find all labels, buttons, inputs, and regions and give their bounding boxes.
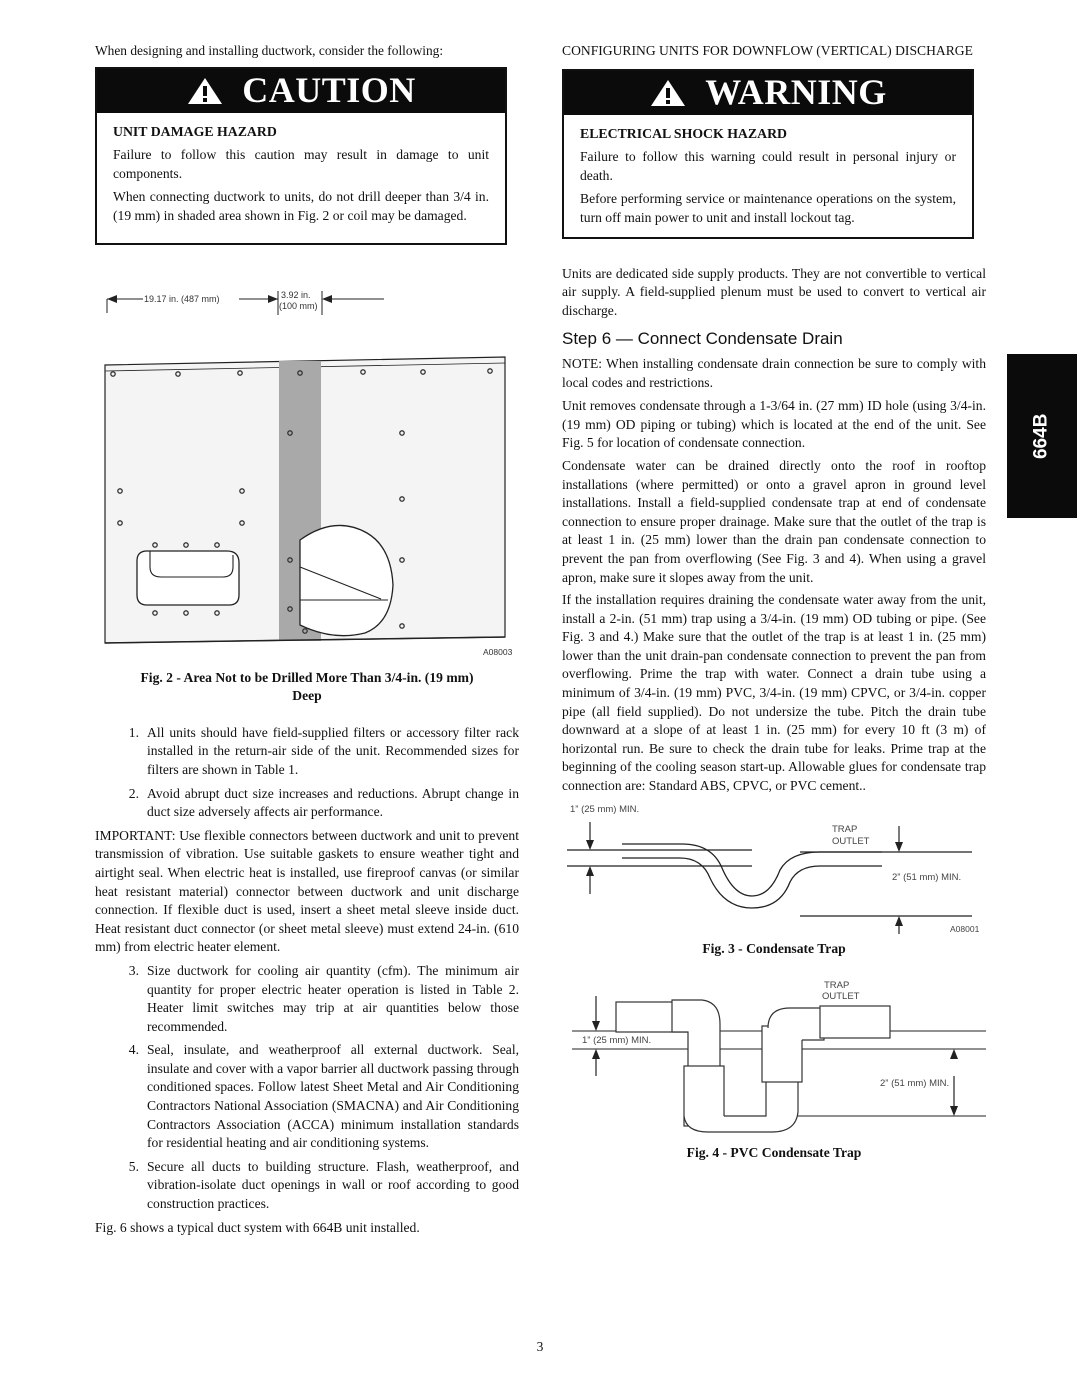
warning-title: ELECTRICAL SHOCK HAZARD: [580, 125, 787, 141]
caution-para2: When connecting ductwork to units, do not drill deeper than 3/4 in. (19 mm) in shaded area shown in Fig. 2 or coil may be damaged.: [113, 189, 489, 223]
fig4-pvc-fittings: [616, 1000, 890, 1132]
step6-heading: Step 6 — Connect Condensate Drain: [562, 329, 843, 349]
caution-body: [97, 113, 505, 235]
caution-header: [97, 69, 505, 113]
note-paragraph: [562, 355, 986, 392]
warning-triangle-icon: [186, 76, 224, 106]
fig4-min2-label: 2” (51 mm) MIN.: [880, 1078, 950, 1090]
fig3-condensate-trap-diagram: [562, 802, 986, 936]
fig2-unit-side-diagram: [95, 285, 519, 663]
ductwork-list-a: [95, 724, 519, 822]
warning-body: [564, 115, 972, 237]
fig4-min1-label: 1” (25 mm) MIN.: [582, 1035, 652, 1047]
warning-box: [562, 69, 974, 239]
condensate-drain-paragraph: Condensate water can be drained directly onto the roof in rooftop installations (where permitted) or onto a gravel apron in ground level installations. Install a field-supplied condensate trap at end of condensate connection to ensure proper drainage. Make sure that the outlet of the trap is at least 1 in. (25 mm) lower than the drain pan condensate connection to prevent the pan from overflowing (See Fig. 3 and 4). When using a gravel apron, make sure it slopes away from the unit.: [562, 457, 986, 585]
important-label: IMPORTANT:: [95, 827, 176, 843]
warning-para1: Failure to follow this warning could result in personal injury or death.: [580, 149, 956, 183]
ductwork-intro: When designing and installing ductwork, consider the following:: [95, 43, 444, 58]
caution-box: [95, 67, 507, 245]
note-label: NOTE:: [562, 355, 603, 371]
fig2-dim-width: 19.17 in. (487 mm): [144, 293, 220, 304]
fig2-dim-shaded-in: 3.92 in.: [281, 289, 311, 300]
fig2-left-opening: [137, 551, 239, 605]
important-text: Use flexible connectors between ductwork and unit to prevent transmission of vibration. Use suitable gaskets to ensure weather tight and airtight seal. When electric heat is installed, use fireproof canvas (or similar heat resistant material) connector between ductwork and unit discharge connection. If flexible duct is used, insert a sheet metal sleeve inside duct. Heat resistant duct connector (or sheet metal sleeve) must extend 24-in. (610 mm) from electric heater element.: [95, 827, 519, 955]
fig3-trap-label: TRAP: [832, 823, 858, 835]
ductwork-list-b: [95, 962, 519, 1214]
warning-word: WARNING: [705, 72, 887, 113]
caution-para1: Failure to follow this caution may result in damage to unit components.: [113, 147, 489, 181]
fig4-pvc-trap-diagram: [562, 966, 986, 1136]
fig4-caption: Fig. 4 - PVC Condensate Trap: [686, 1145, 862, 1161]
model-side-tab-label: 664B: [1030, 413, 1052, 459]
fig2-dim-shaded-mm: (100 mm): [279, 300, 318, 311]
fig6-reference: Fig. 6 shows a typical duct system with 664B unit installed.: [95, 1219, 420, 1235]
warning-header: [564, 71, 972, 115]
page-number: 3: [536, 1339, 544, 1354]
list-item: 4. Seal, insulate, and weatherproof all external ductwork. Seal, insulate and cover with a vapor barrier all ductwork passing through conditioned spaces. Follow latest Sheet Metal and Air Conditioning Contractors National Association (SMACNA) and Air Conditioning Contractors Association (ACCA) minimum installation standards for residential heating and air conditioning systems.: [128, 1042, 519, 1151]
caution-word: CAUTION: [242, 70, 416, 111]
fig3-code: A08001: [950, 923, 980, 934]
important-paragraph: [95, 827, 519, 957]
note-text: When installing condensate drain connection be sure to comply with local codes and restrictions.: [562, 355, 986, 390]
fig3-min2-label: 2” (51 mm) MIN.: [892, 871, 962, 883]
fig2-code: A08003: [483, 646, 513, 657]
left-column: [95, 42, 519, 1237]
fig3-outlet-label: OUTLET: [832, 835, 870, 847]
warning-para2: Before performing service or maintenance operations on the system, turn off main power to unit and install lockout tag.: [580, 191, 956, 225]
fig4-trap-label: TRAP: [824, 980, 850, 992]
fig3-caption: Fig. 3 - Condensate Trap: [702, 940, 846, 956]
dedicated-paragraph: Units are dedicated side supply products. They are not convertible to vertical air supply. A field-supplied plenum must be used to convert to vertical air discharge.: [562, 265, 986, 318]
caution-title: UNIT DAMAGE HAZARD: [113, 123, 277, 139]
list-item: 2. Avoid abrupt duct size increases and reductions. Abrupt change in duct size adversely affects air performance.: [128, 785, 519, 820]
list-item: 3. Size ductwork for cooling air quantity (cfm). The minimum air quantity for proper electric heater operation is listed in Table 2. Heater limit switches may trip at air quantities below those recommended.: [128, 962, 519, 1034]
condensate-removal-paragraph: Unit removes condensate through a 1-3/64 in. (27 mm) ID hole (using 3/4-in. (19 mm) OD piping or tubing) which is located at the end of the unit. See Fig. 5 for location of condensate connection.: [562, 398, 986, 451]
model-side-tab: [1007, 354, 1077, 518]
fig2-caption-line2: Deep: [292, 688, 322, 704]
warning-triangle-icon: [649, 78, 687, 108]
fig4-outlet-label: OUTLET: [822, 991, 860, 1003]
config-heading: CONFIGURING UNITS FOR DOWNFLOW (VERTICAL) DISCHARGE: [562, 43, 973, 58]
list-item: 5. Secure all ducts to building structure. Flash, weatherproof, and vibration-isolate duct openings in wall or roof according to good construction practices.: [128, 1158, 519, 1212]
fig3-min1-label: 1” (25 mm) MIN.: [570, 803, 640, 815]
list-item: 1. All units should have field-supplied filters or accessory filter rack installed in the return-air side of the unit. Recommended sizes for filters are shown in Table 1.: [128, 724, 519, 777]
right-column: [562, 42, 986, 1163]
fig2-caption-line1: Fig. 2 - Area Not to be Drilled More Than 3/4-in. (19 mm): [140, 669, 474, 685]
trap-installation-paragraph: If the installation requires draining the condensate water away from the unit, install a 2-in. (51 mm) trap using a 3/4-in. (19 mm) OD tubing or pipe. (See Fig. 3 and 4.) Make sure that the outlet of the trap is at least 1 in. (25 mm) lower than the unit drain-pan condensate connection to prevent the pan from overflowing. Prime the trap with water. Connect a drain tube using a minimum of 3/4-in. (19 mm) PVC, 3/4-in. (19 mm) CPVC, or 3/4-in. copper pipe (all field supplied). Do not undersize the tube. Pitch the drain tube downward at a slope of at least 1 in. (25 mm) for every 10 ft (3 m) of horizontal run. Be sure to check the drain tube for leaks. Prime trap at the beginning of the cooling season start-up. Allowable glues for condensate trap connection are: Standard ABS, CPVC, or PVC cement..: [562, 592, 986, 794]
